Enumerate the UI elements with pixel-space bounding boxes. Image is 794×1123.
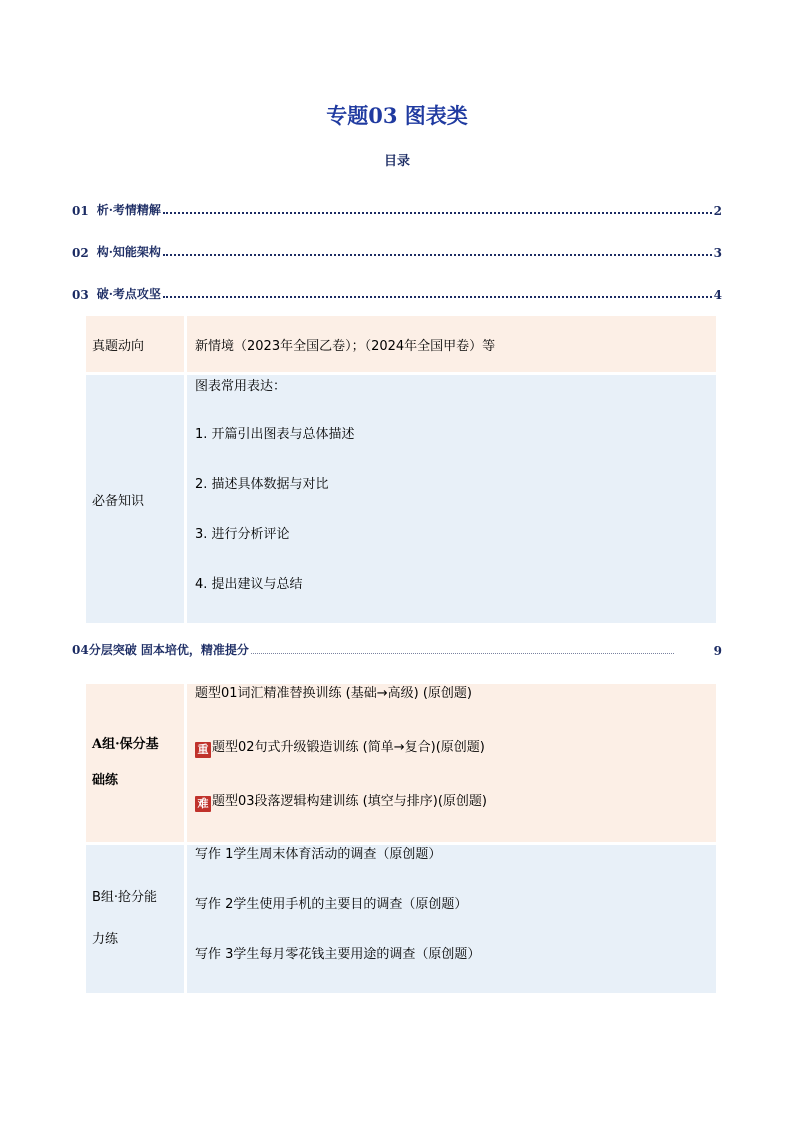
toc-leader [163, 254, 712, 256]
section-04-table [86, 684, 716, 996]
toc-label: 析·考情精解 [96, 203, 161, 217]
toc-page: 2 [713, 204, 722, 218]
row-content [187, 316, 716, 372]
toc-number: 02 [72, 246, 89, 260]
item-text: 题型03段落逻辑构建训练 (填空与排序)(原创题) [212, 794, 487, 809]
toc-label: 04分层突破 固本培优，精准提分 [72, 643, 249, 657]
list-item [195, 792, 708, 812]
toc-entry-04[interactable] [72, 638, 722, 658]
list-item: 1. 开篇引出图表与总体描述 [195, 427, 355, 442]
toc-page: 3 [713, 246, 722, 260]
row-text: 新情境（2023年全国乙卷）；（2024年全国甲卷）等 [195, 338, 496, 354]
row-content [187, 845, 716, 993]
toc-leader [163, 296, 712, 298]
list-item: 4. 提出建议与总结 [195, 577, 303, 592]
toc-leader [163, 212, 712, 214]
toc-heading: 目录 [383, 154, 410, 169]
page-title: 专题03 图表类 [326, 103, 468, 128]
row-label: 真题动向 [86, 316, 184, 372]
table-row-real-exam [86, 316, 716, 372]
group-label: 力练 [92, 932, 119, 947]
toc-entry-01[interactable] [72, 198, 722, 218]
toc-label: 构·知能架构 [96, 245, 161, 259]
knowledge-heading: 图表常用表达： [195, 379, 287, 394]
toc-number: 03 [72, 288, 89, 302]
list-item: 写作 1学生周末体育活动的调查（原创题） [195, 847, 442, 862]
list-item [195, 684, 708, 704]
toc-page: 9 [713, 644, 722, 658]
item-text: 题型02句式升级锻造训练 (简单→复合)(原创题) [212, 740, 485, 755]
list-item [195, 738, 708, 758]
list-item: 2. 描述具体数据与对比 [195, 477, 329, 492]
list-item: 写作 3学生每月零花钱主要用途的调查（原创题） [195, 947, 481, 962]
row-label [86, 845, 184, 993]
list-item: 写作 2学生使用手机的主要目的调查（原创题） [195, 897, 468, 912]
group-label: 础练 [92, 773, 119, 788]
row-label [86, 684, 184, 842]
row-content [187, 684, 716, 842]
group-label: A组·保分基 [92, 737, 159, 752]
group-label: B组·抢分能 [92, 890, 158, 905]
toc-leader [251, 653, 674, 654]
row-content [187, 375, 716, 623]
hard-badge-icon: 难 [195, 796, 211, 812]
toc-entry-02[interactable] [72, 240, 722, 260]
section-03-table [86, 316, 716, 626]
toc-number: 01 [72, 204, 89, 218]
toc-entry-03[interactable] [72, 282, 722, 302]
list-item: 3. 进行分析评论 [195, 527, 290, 542]
toc-label: 破·考点攻坚 [96, 287, 161, 301]
toc-page: 4 [713, 288, 722, 302]
table-row-group-b [86, 845, 716, 993]
key-badge-icon: 重 [195, 742, 211, 758]
item-text: 题型01词汇精准替换训练 (基础→高级) (原创题) [195, 686, 472, 701]
row-label: 必备知识 [86, 375, 184, 623]
table-row-group-a [86, 684, 716, 842]
table-row-knowledge [86, 375, 716, 623]
